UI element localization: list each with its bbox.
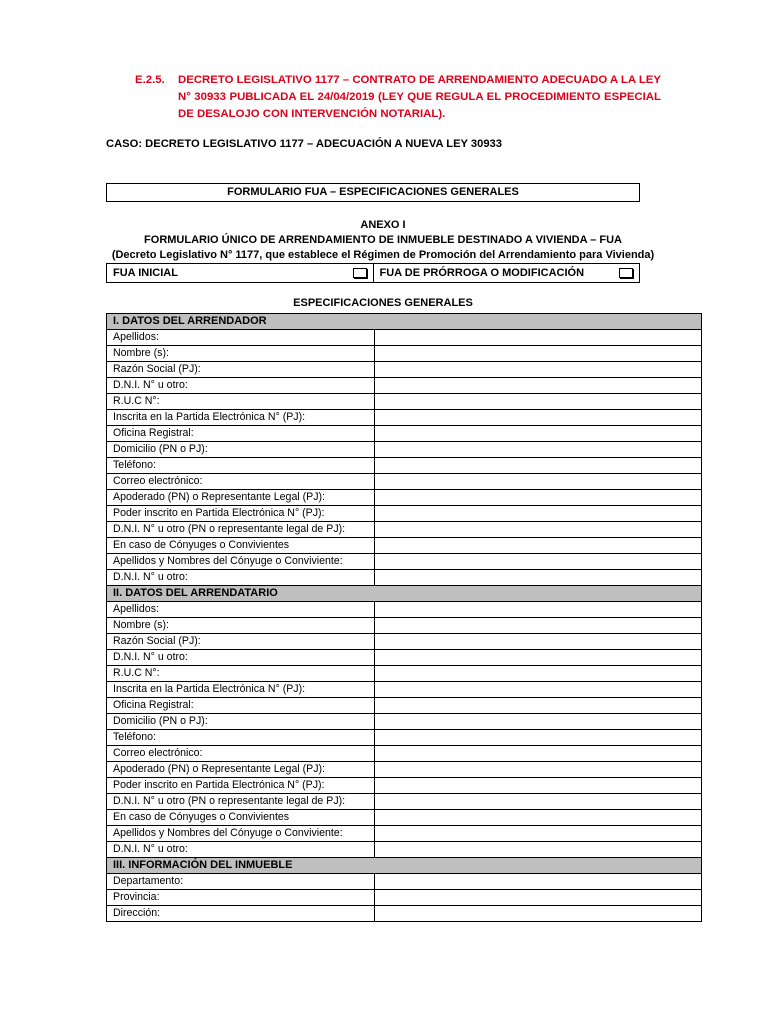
field-label: En caso de Cónyuges o Convivientes [107, 538, 375, 554]
section-header-arrendador [107, 314, 702, 330]
field-value[interactable] [375, 746, 702, 762]
fua-extension-label: FUA DE PRÓRROGA O MODIFICACIÓN [379, 267, 585, 279]
form-row [107, 522, 702, 538]
form-row [107, 570, 702, 586]
field-label: Teléfono: [107, 458, 375, 474]
specs-title: ESPECIFICACIONES GENERALES [293, 297, 473, 309]
field-value[interactable] [375, 442, 702, 458]
field-value[interactable] [375, 618, 702, 634]
field-value[interactable] [375, 890, 702, 906]
fua-initial-checkbox[interactable] [353, 268, 367, 278]
field-value[interactable] [375, 602, 702, 618]
form-box-title: FORMULARIO FUA – ESPECIFICACIONES GENERALES [106, 183, 640, 202]
specifications-table [106, 313, 702, 922]
field-value[interactable] [375, 522, 702, 538]
field-label: R.U.C N°: [107, 394, 375, 410]
form-row [107, 410, 702, 426]
field-label: Poder inscrito en Partida Electrónica N° (PJ): [107, 506, 375, 522]
form-row [107, 666, 702, 682]
form-row [107, 810, 702, 826]
field-label: Domicilio (PN o PJ): [107, 442, 375, 458]
field-label: Razón Social (PJ): [107, 634, 375, 650]
annex-decree-reference: (Decreto Legislativo N° 1177, que establece el Régimen de Promoción del Arrendamiento para Vivienda) [111, 249, 655, 261]
section-title: III. INFORMACIÓN DEL INMUEBLE [107, 858, 702, 874]
field-label: Teléfono: [107, 730, 375, 746]
field-label: R.U.C N°: [107, 666, 375, 682]
form-row [107, 842, 702, 858]
field-label: D.N.I. N° u otro: [107, 650, 375, 666]
field-value[interactable] [375, 810, 702, 826]
field-value[interactable] [375, 778, 702, 794]
document-heading [135, 72, 661, 123]
form-row [107, 874, 702, 890]
form-row [107, 442, 702, 458]
field-value[interactable] [375, 842, 702, 858]
form-row [107, 906, 702, 922]
form-row [107, 330, 702, 346]
field-label: Nombre (s): [107, 618, 375, 634]
form-row [107, 346, 702, 362]
fua-initial-option [107, 264, 373, 282]
field-value[interactable] [375, 410, 702, 426]
field-value[interactable] [375, 634, 702, 650]
field-value[interactable] [375, 346, 702, 362]
form-row [107, 778, 702, 794]
field-label: Inscrita en la Partida Electrónica N° (PJ): [107, 410, 375, 426]
field-value[interactable] [375, 490, 702, 506]
form-row [107, 794, 702, 810]
form-row [107, 890, 702, 906]
field-label: D.N.I. N° u otro: [107, 570, 375, 586]
field-label: Apoderado (PN) o Representante Legal (PJ): [107, 490, 375, 506]
annex-label: ANEXO I [360, 219, 406, 231]
form-row [107, 746, 702, 762]
section-title: I. DATOS DEL ARRENDADOR [107, 314, 702, 330]
form-row [107, 826, 702, 842]
field-label: Departamento: [107, 874, 375, 890]
case-title: CASO: DECRETO LEGISLATIVO 1177 – ADECUACIÓN A NUEVA LEY 30933 [106, 138, 503, 150]
field-value[interactable] [375, 362, 702, 378]
form-row [107, 634, 702, 650]
field-value[interactable] [375, 794, 702, 810]
field-label: En caso de Cónyuges o Convivientes [107, 810, 375, 826]
annex-header [106, 218, 660, 263]
form-row [107, 490, 702, 506]
field-value[interactable] [375, 698, 702, 714]
field-label: Correo electrónico: [107, 474, 375, 490]
form-row [107, 730, 702, 746]
field-label: Oficina Registral: [107, 426, 375, 442]
fua-extension-option [373, 264, 640, 282]
field-label: Poder inscrito en Partida Electrónica N° (PJ): [107, 778, 375, 794]
field-label: D.N.I. N° u otro: [107, 378, 375, 394]
field-label: D.N.I. N° u otro (PN o representante legal de PJ): [107, 794, 375, 810]
field-label: Oficina Registral: [107, 698, 375, 714]
field-value[interactable] [375, 762, 702, 778]
field-value[interactable] [375, 874, 702, 890]
form-row [107, 698, 702, 714]
field-label: Domicilio (PN o PJ): [107, 714, 375, 730]
form-row [107, 378, 702, 394]
field-value[interactable] [375, 378, 702, 394]
field-label: Apoderado (PN) o Representante Legal (PJ): [107, 762, 375, 778]
heading-text: DECRETO LEGISLATIVO 1177 – CONTRATO DE ARRENDAMIENTO ADECUADO A LA LEY N° 30933 PUBLICADA EL 24/04/2019 (LEY QUE REGULA EL PROCEDIMIENTO ESPECIAL DE DESALOJO CON INTERVENCIÓN NOTARIAL). [178, 74, 661, 120]
field-label: Correo electrónico: [107, 746, 375, 762]
form-row [107, 618, 702, 634]
section-header-inmueble [107, 858, 702, 874]
field-label: Apellidos: [107, 330, 375, 346]
field-label: Apellidos: [107, 602, 375, 618]
fua-extension-checkbox[interactable] [619, 268, 633, 278]
field-value[interactable] [375, 682, 702, 698]
field-label: D.N.I. N° u otro: [107, 842, 375, 858]
field-value[interactable] [375, 666, 702, 682]
form-row [107, 714, 702, 730]
form-row [107, 554, 702, 570]
field-label: Dirección: [107, 906, 375, 922]
field-label: Inscrita en la Partida Electrónica N° (PJ): [107, 682, 375, 698]
field-value[interactable] [375, 474, 702, 490]
form-row [107, 474, 702, 490]
field-value[interactable] [375, 506, 702, 522]
field-value[interactable] [375, 330, 702, 346]
field-value[interactable] [375, 714, 702, 730]
form-row [107, 506, 702, 522]
fua-type-selector [106, 263, 640, 283]
form-row [107, 538, 702, 554]
section-header-arrendatario [107, 586, 702, 602]
field-value[interactable] [375, 554, 702, 570]
form-row [107, 602, 702, 618]
field-label: Razón Social (PJ): [107, 362, 375, 378]
field-label: Nombre (s): [107, 346, 375, 362]
field-value[interactable] [375, 650, 702, 666]
form-row [107, 458, 702, 474]
field-value[interactable] [375, 426, 702, 442]
field-value[interactable] [375, 906, 702, 922]
field-label: Apellidos y Nombres del Cónyuge o Conviviente: [107, 826, 375, 842]
form-row [107, 362, 702, 378]
form-row [107, 394, 702, 410]
field-value[interactable] [375, 570, 702, 586]
field-value[interactable] [375, 730, 702, 746]
heading-number: E.2.5. [135, 74, 165, 86]
fua-initial-label: FUA INICIAL [113, 267, 178, 279]
field-label: D.N.I. N° u otro (PN o representante legal de PJ): [107, 522, 375, 538]
form-row [107, 682, 702, 698]
field-value[interactable] [375, 458, 702, 474]
annex-form-name: FORMULARIO ÚNICO DE ARRENDAMIENTO DE INMUEBLE DESTINADO A VIVIENDA – FUA [144, 234, 622, 246]
section-title: II. DATOS DEL ARRENDATARIO [107, 586, 702, 602]
field-label: Provincia: [107, 890, 375, 906]
field-label: Apellidos y Nombres del Cónyuge o Conviviente: [107, 554, 375, 570]
field-value[interactable] [375, 826, 702, 842]
form-row [107, 426, 702, 442]
field-value[interactable] [375, 538, 702, 554]
form-row [107, 650, 702, 666]
form-row [107, 762, 702, 778]
field-value[interactable] [375, 394, 702, 410]
